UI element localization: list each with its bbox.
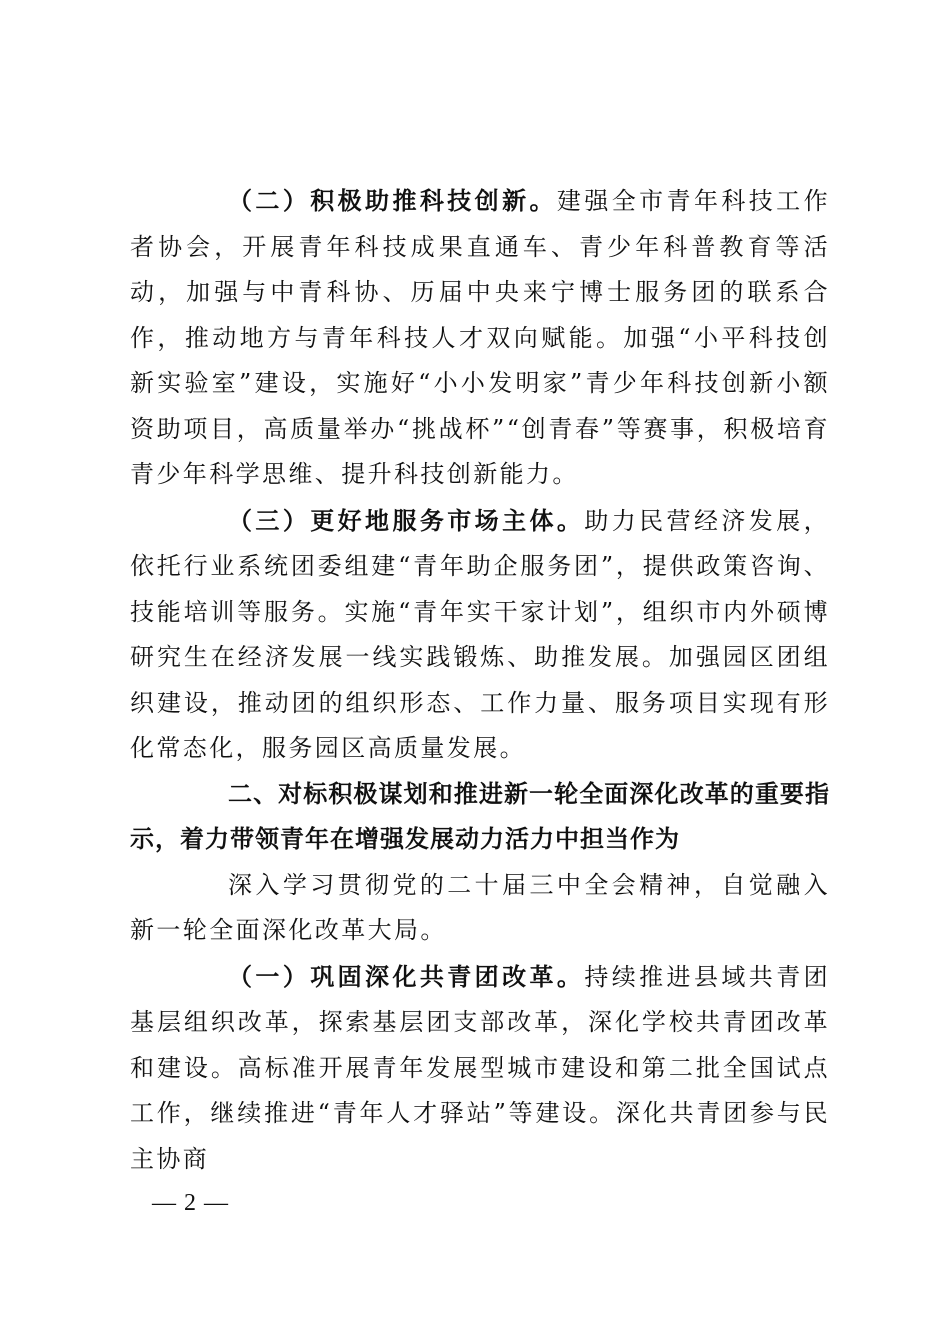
- document-body: [130, 178, 830, 1182]
- intro-paragraph: 深入学习贯彻党的二十届三中全会精神，自觉融入新一轮全面深化改革大局。: [130, 870, 830, 944]
- paragraph-body: 建强全市青年科技工作者协会，开展青年科技成果直通车、青少年科普教育等活动，加强与中青科协、历届中央来宁博士服务团的联系合作，推动地方与青年科技人才双向赋能。加强“小平科技创新实验室”建设，实施好“小小发明家”青少年科技创新小额资助项目，高质量举办“挑战杯”“创青春”等赛事，积极培育青少年科学思维、提升科技创新能力。: [130, 187, 830, 488]
- paragraph-body: 助力民营经济发展，依托行业系统团委组建“青年助企服务团”，提供政策咨询、技能培训等服务。实施“青年实干家计划”，组织市内外硕博研究生在经济发展一线实践锻炼、助推发展。加强园区团组织建设，推动团的组织形态、工作力量、服务项目实现有形化常态化，服务园区高质量发展。: [130, 506, 830, 762]
- paragraph-market-service: [130, 498, 830, 772]
- paragraph-tech-innovation: [130, 178, 830, 498]
- paragraph-lead: （一）巩固深化共青团改革。: [228, 961, 585, 991]
- page-number: — 2 —: [152, 1190, 229, 1216]
- paragraph-lead: （三）更好地服务市场主体。: [228, 505, 585, 535]
- paragraph-lead: （二）积极助推科技创新。: [228, 186, 557, 215]
- paragraph-body: 持续推进县域共青团基层组织改革，探索基层团支部改革，深化学校共青团改革和建设。高标准开展青年发展型城市建设和第二批全国试点工作，继续推进“青年人才驿站”等建设。深化共青团参与民主协商: [130, 962, 830, 1173]
- paragraph-league-reform: [130, 954, 830, 1183]
- section-heading: 二、对标积极谋划和推进新一轮全面深化改革的重要指示，着力带领青年在增强发展动力活力中担当作为: [130, 779, 830, 853]
